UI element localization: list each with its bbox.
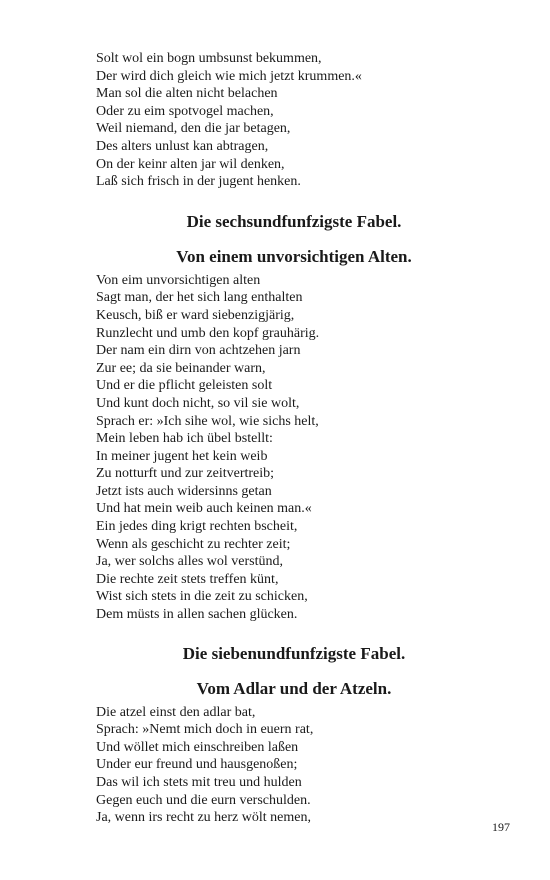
fable-56-title: Die sechsundfunfzigste Fabel. [186,211,402,231]
verse-block-top [96,50,496,191]
fable-56-subtitle: Von einem unvorsichtigen Alten. [176,246,412,266]
verse-line: In meiner jugent het kein weib [96,448,268,464]
verse-line: On der keinr alten jar wil denken, [96,156,285,172]
verse-line: Sprach er: »Ich sihe wol, wie sichs helt, [96,413,319,429]
verse-line: Die atzel einst den adlar bat, [96,704,256,720]
verse-line: Under eur freund und hausgenoßen; [96,757,298,773]
verse-line: Zur ee; da sie beinander warn, [96,360,266,376]
fable-57-subtitle: Vom Adlar und der Atzeln. [196,678,392,698]
verse-line: Dem müsts in allen sachen glücken. [96,607,298,623]
verse-line: Keusch, biß er ward siebenzigjärig, [96,307,295,323]
verse-line: Und wöllet mich einschreiben laßen [96,739,299,755]
verse-line: Die rechte zeit stets treffen künt, [96,571,279,587]
verse-line: Das wil ich stets mit treu und hulden [96,775,302,790]
verse-line: Jetzt ists auch widersinns getan [96,483,272,499]
verse-line: Von eim unvorsichtigen alten [96,272,261,288]
verse-line: Des alters unlust kan abtragen, [96,138,269,154]
verse-line: Ja, wenn irs recht zu herz wölt nemen, [96,810,311,826]
verse-line: Laß sich frisch in der jugent henken. [96,174,301,190]
verse-line: Ja, wer solchs alles wol verstünd, [96,554,284,570]
verse-line: Gegen euch und die eurn verschulden. [96,792,311,808]
verse-line: Und er die pflicht geleisten solt [96,378,273,394]
verse-line: Ein jedes ding krigt rechten bscheit, [96,519,298,535]
verse-line: Sagt man, der het sich lang enthalten [96,290,303,306]
book-page [96,50,496,827]
verse-line: Wenn als geschicht zu rechter zeit; [96,536,291,552]
verse-line: Zu notturft und zur zeitvertreib; [96,466,275,482]
verse-line: Und hat mein weib auch keinen man.« [96,501,312,517]
page-number: 197 [492,820,510,834]
verse-line: Und kunt doch nicht, so vil sie wolt, [96,395,300,411]
verse-line: Mein leben hab ich übel bstellt: [96,431,273,447]
verse-line: Solt wol ein bogn umbsunst bekummen, [96,51,322,66]
verse-line: Oder zu eim spotvogel machen, [96,103,274,119]
verse-line: Runzlecht und umb den kopf grauhärig. [96,325,320,341]
verse-line: Sprach: »Nemt mich doch in euern rat, [96,722,314,738]
verse-block-fable-56 [96,272,496,624]
verse-line: Der nam ein dirn von achtzehen jarn [96,343,301,359]
fable-57-title: Die siebenundfunfzigste Fabel. [182,643,406,663]
verse-line: Der wird dich gleich wie mich jetzt krummen.« [96,68,362,84]
verse-line: Weil niemand, den die jar betagen, [96,121,291,137]
verse-line: Man sol die alten nicht belachen [96,86,278,102]
verse-block-fable-57 [96,704,496,827]
verse-line: Wist sich stets in die zeit zu schicken, [96,589,308,605]
